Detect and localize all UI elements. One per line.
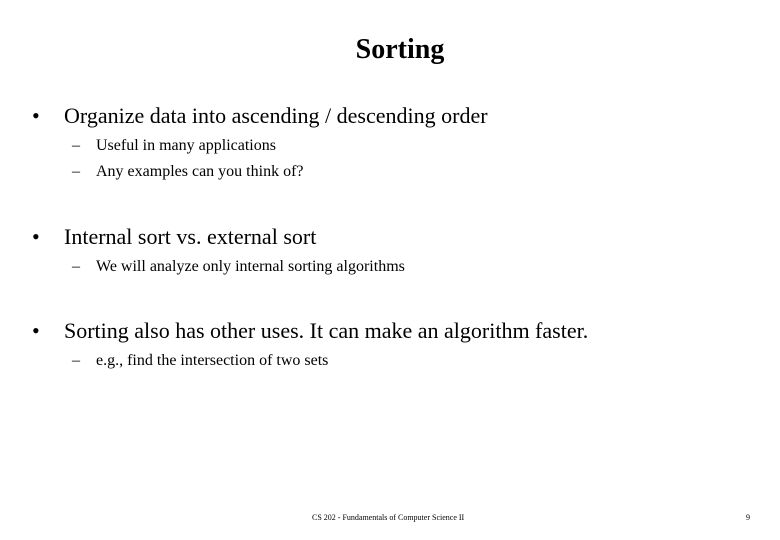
bullet-marker: • bbox=[32, 224, 40, 249]
sub-bullet-marker: – bbox=[72, 137, 80, 154]
bullet-2 bbox=[32, 224, 316, 250]
bullet-text: Internal sort vs. external sort bbox=[64, 224, 317, 249]
slide-title: Sorting bbox=[355, 34, 445, 65]
sub-bullet-marker: – bbox=[72, 352, 80, 369]
bullet-1 bbox=[32, 103, 488, 129]
sub-bullet-3-1 bbox=[72, 351, 328, 371]
bullet-text: Organize data into ascending / descending order bbox=[64, 103, 488, 128]
sub-bullet-text: e.g., find the intersection of two sets bbox=[96, 352, 329, 369]
sub-bullet-marker: – bbox=[72, 163, 80, 180]
page-number: 9 bbox=[746, 513, 750, 522]
sub-bullet-marker: – bbox=[72, 258, 80, 275]
sub-bullet-text: We will analyze only internal sorting algorithms bbox=[96, 258, 405, 275]
sub-bullet-text: Useful in many applications bbox=[96, 137, 276, 154]
bullet-marker: • bbox=[32, 103, 40, 128]
sub-bullet-1-2 bbox=[72, 162, 304, 182]
sub-bullet-2-1 bbox=[72, 257, 405, 277]
sub-bullet-1-1 bbox=[72, 136, 276, 156]
bullet-text: Sorting also has other uses. It can make an algorithm faster. bbox=[64, 318, 589, 343]
bullet-3 bbox=[32, 318, 588, 344]
sub-bullet-text: Any examples can you think of? bbox=[96, 163, 304, 180]
slide-footer: CS 202 - Fundamentals of Computer Science II bbox=[312, 513, 465, 522]
bullet-marker: • bbox=[32, 318, 40, 343]
